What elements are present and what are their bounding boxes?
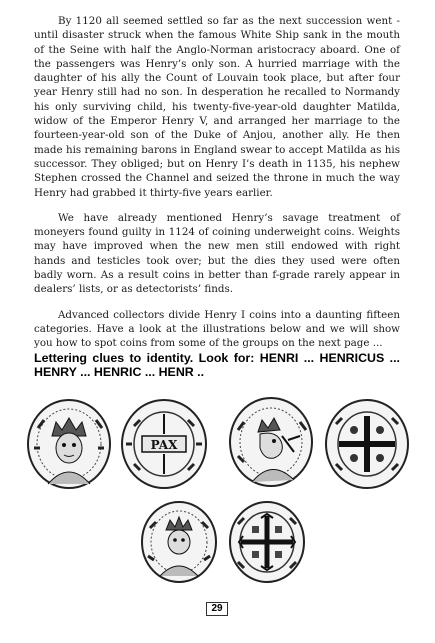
coin-bust-profile-icon xyxy=(228,396,314,488)
body-text xyxy=(34,14,400,380)
coin-pax-text: PAX xyxy=(150,438,178,452)
coin-cross-fleury-reverse-icon xyxy=(228,500,306,584)
coin-pax-reverse-icon xyxy=(120,398,208,490)
paragraph-categories: Advanced collectors divide Henry I coins into a daunting fifteen categories. Have a look at the illustrations below and we will show you how to spot coins from some of the groups on the next page ... xyxy=(34,308,400,350)
paragraph-moneyers: We have already mentioned Henry’s savage treatment of moneyers found guilty in 1124 of coining underweight coins. Weights may have improved when the new men still endowed with right hands and testicles took over; but the dies they used were often badly worn. As a result coins in better than f-grade rarely appear in dealers’ lists, or as detectorists’ finds. xyxy=(34,211,400,296)
paragraph-white-ship: By 1120 all seemed settled so far as the next succession went - until disaster struck when the famous White Ship sank in the mouth of the Seine with half the Anglo-Norman aristocracy aboard. One of the passengers was Henry’s only son. A hurried marriage with the daughter of his ally the Count of Louvain took place, but after four year Henry still had no son. In desperation he recalled to Normandy his only surviving child, his twenty-five-year-old daughter Matilda, widow of the Emperor Henry V, and arranged her marriage to the fourteen-year-old son of the Duke of Anjou, another ally. He then made his remaining barons in England swear to accept Matilda as his successor. They obliged; but on Henry I’s death in 1135, his nephew Stephen crossed the Channel and seized the throne in much the way Henry had grabbed it thirty-five years earlier. xyxy=(34,15,400,199)
coin-crowned-bust-facing-icon xyxy=(26,398,112,490)
coin-cross-reverse-icon xyxy=(324,398,410,490)
lettering-clues-heading: Lettering clues to identity. Look for: HENRI ... HENRICUS ... HENRY ... HENRIC ... HENR .. xyxy=(34,350,400,380)
coin-bust-facing-icon xyxy=(140,500,218,584)
coin-illustrations xyxy=(0,396,436,596)
page-number: 29 xyxy=(206,602,228,616)
